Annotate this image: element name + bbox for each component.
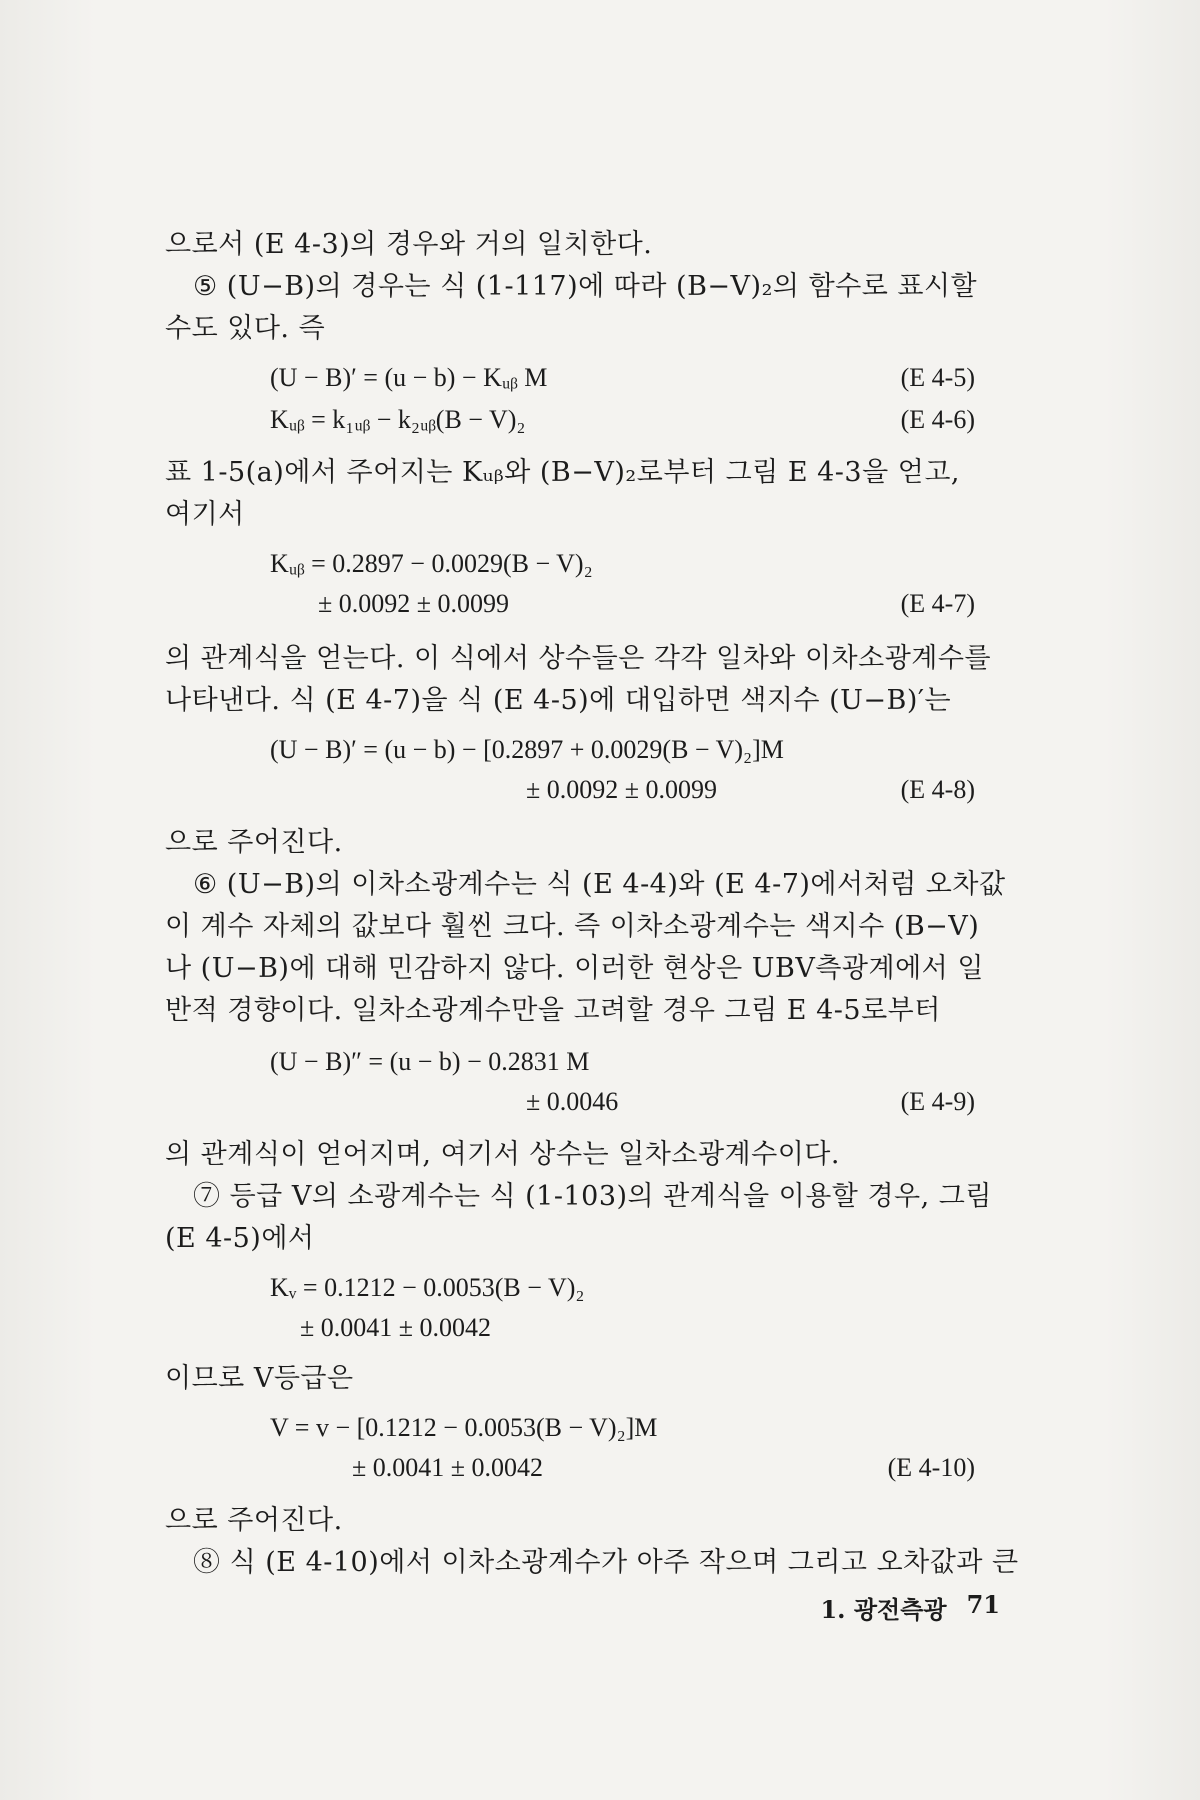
equation-number: (E 4-6) <box>900 405 975 434</box>
text-line: 여기서 <box>165 499 245 530</box>
text-line: 으로 주어진다. <box>165 827 343 858</box>
text-line: (E 4-5)에서 <box>165 1223 315 1254</box>
equation: Kᵤᵦ = 0.2897 − 0.0029(B − V)₂ <box>270 549 593 578</box>
text-line: 으로 주어진다. <box>165 1505 343 1536</box>
equation-error: ± 0.0041 ± 0.0042 <box>300 1313 492 1342</box>
equation-error: ± 0.0092 ± 0.0099 <box>526 775 718 804</box>
equation: V = v − [0.1212 − 0.0053(B − V)₂]M <box>270 1413 658 1442</box>
equation-number: (E 4-10) <box>887 1453 975 1482</box>
page-footer <box>820 1590 1000 1625</box>
text-line: ⑦ 등급 V의 소광계수는 식 (1-103)의 관계식을 이용할 경우, 그림 <box>193 1181 992 1212</box>
text-line: 이 계수 자체의 값보다 훨씬 크다. 즉 이차소광계수는 색지수 (B−V) <box>165 911 980 942</box>
equation-error: ± 0.0041 ± 0.0042 <box>352 1453 544 1482</box>
text-line: 의 관계식이 얻어지며, 여기서 상수는 일차소광계수이다. <box>165 1139 840 1170</box>
equation: (U − B)′ = (u − b) − Kᵤᵦ M <box>270 363 548 392</box>
text-line: 표 1-5(a)에서 주어지는 Kᵤᵦ와 (B−V)₂로부터 그림 E 4-3을 얻고, <box>165 457 961 488</box>
equation: (U − B)″ = (u − b) − 0.2831 M <box>270 1047 590 1076</box>
running-section-title: 1. 광전측광 <box>820 1595 947 1624</box>
text-line: 으로서 (E 4-3)의 경우와 거의 일치한다. <box>165 229 653 260</box>
text-line: 수도 있다. 즉 <box>165 313 326 344</box>
text-line: 반적 경향이다. 일차소광계수만을 고려할 경우 그림 E 4-5로부터 <box>165 995 941 1026</box>
equation-number: (E 4-7) <box>900 589 975 618</box>
text-line: 나 (U−B)에 대해 민감하지 않다. 이러한 현상은 UBV측광계에서 일 <box>165 953 984 984</box>
equation-error: ± 0.0092 ± 0.0099 <box>318 589 510 618</box>
text-line: 나타낸다. 식 (E 4-7)을 식 (E 4-5)에 대입하면 색지수 (U−B)′는 <box>165 685 952 716</box>
equation-error: ± 0.0046 <box>526 1087 619 1116</box>
text-line: 의 관계식을 얻는다. 이 식에서 상수들은 각각 일차와 이차소광계수를 <box>165 643 992 674</box>
text-line: ⑥ (U−B)의 이차소광계수는 식 (E 4-4)와 (E 4-7)에서처럼 오차값 <box>193 869 1006 900</box>
equation: Kᵤᵦ = k₁ᵤᵦ − k₂ᵤᵦ(B − V)₂ <box>270 405 526 434</box>
equation-number: (E 4-9) <box>900 1087 975 1116</box>
equation-number: (E 4-8) <box>900 775 975 804</box>
page-number: 71 <box>966 1590 1000 1619</box>
equation: (U − B)′ = (u − b) − [0.2897 + 0.0029(B − V)₂]M <box>270 735 784 764</box>
equation: Kᵥ = 0.1212 − 0.0053(B − V)₂ <box>270 1273 585 1302</box>
equation-number: (E 4-5) <box>900 363 975 392</box>
text-line: 이므로 V등급은 <box>165 1363 354 1394</box>
text-line: ⑧ 식 (E 4-10)에서 이차소광계수가 아주 작으며 그리고 오차값과 큰 <box>193 1547 1019 1578</box>
text-line: ⑤ (U−B)의 경우는 식 (1-117)에 따라 (B−V)₂의 함수로 표시할 <box>193 271 978 302</box>
